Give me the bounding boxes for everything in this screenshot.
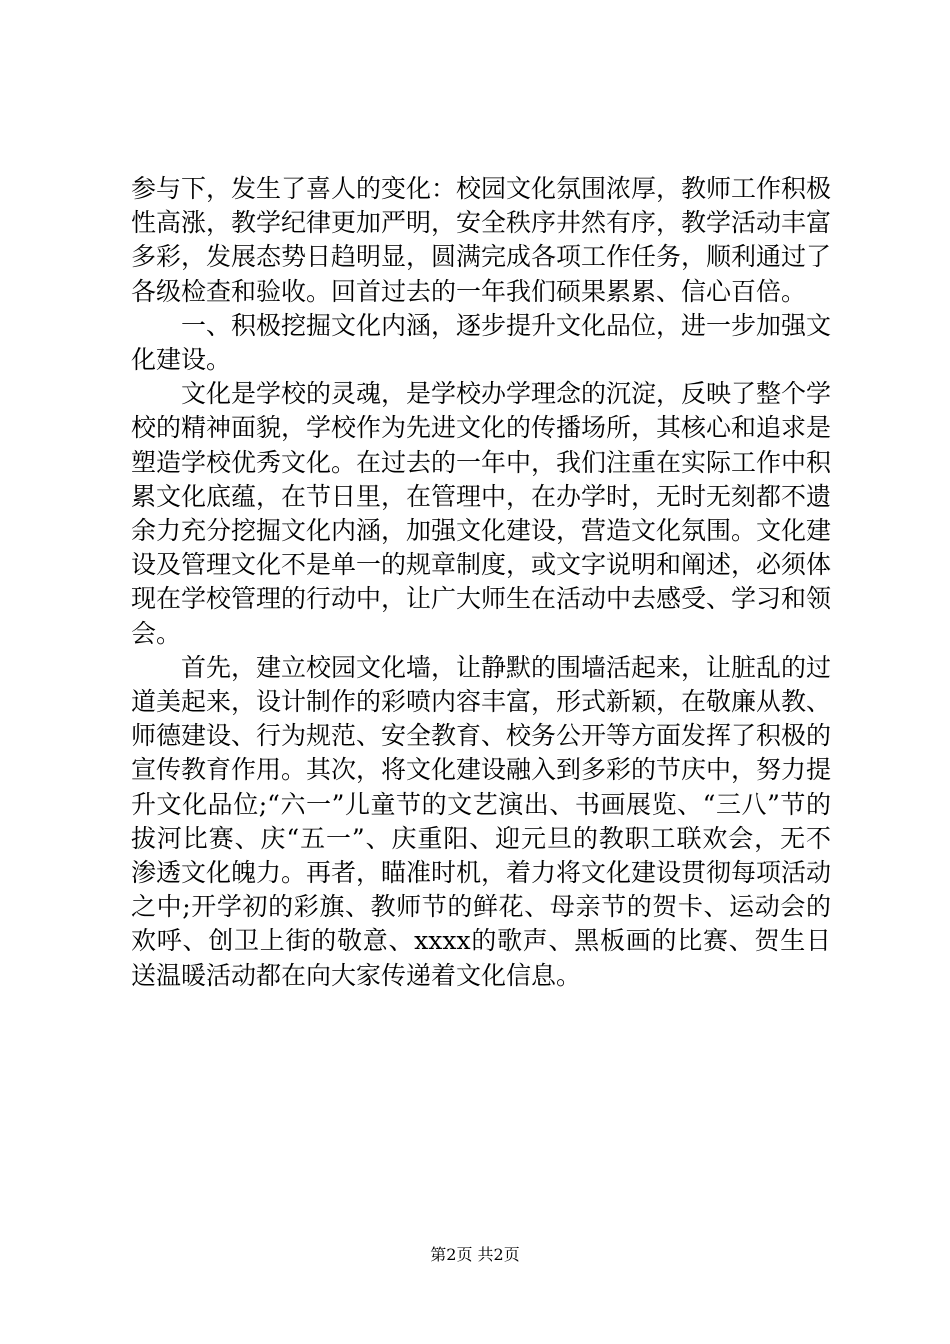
paragraph-firstly: 首先，建立校园文化墙，让静默的围墙活起来，让脏乱的过道美起来，设计制作的彩喷内容丰富，形式新颖，在敬廉从教、师德建设、行为规范、安全教育、校务公开等方面发挥了积极的宣传教育作用。其次，将文化建设融入到多彩的节庆中，努力提升文化品位;“六一”儿童节的文艺演出、书画展览、“三八”节的拔河比赛、庆“五一”、庆重阳、迎元旦的教职工联欢会，无不渗透文化魄力。再者，瞄准时机，着力将文化建设贯彻每项活动之中;开学初的彩旗、教师节的鲜花、母亲节的贺卡、运动会的欢呼、创卫上街的敬意、xxxx的歌声、黑板画的比赛、贺生日送温暖活动都在向大家传递着文化信息。 — [131, 652, 832, 990]
paragraph-culture: 文化是学校的灵魂，是学校办学理念的沉淀，反映了整个学校的精神面貌，学校作为先进文化的传播场所，其核心和追求是塑造学校优秀文化。在过去的一年中，我们注重在实际工作中积累文化底蕴，在节日里，在管理中，在办学时，无时无刻都不遗余力充分挖掘文化内涵，加强文化建设，营造文化氛围。文化建设及管理文化不是单一的规章制度，或文字说明和阐述，必须体现在学校管理的行动中，让广大师生在活动中去感受、学习和领会。 — [131, 379, 832, 648]
page-footer: 第2页 共2页 — [430, 1245, 520, 1264]
document-body — [131, 172, 831, 993]
paragraph-continuation: 参与下，发生了喜人的变化：校园文化氛围浓厚，教师工作积极性高涨，教学纪律更加严明，安全秩序井然有序，教学活动丰富多彩，发展态势日趋明显，圆满完成各项工作任务，顺利通过了各级检查和验收。回首过去的一年我们硕果累累、信心百倍。 — [131, 174, 832, 306]
section-heading: 一、积极挖掘文化内涵，逐步提升文化品位，进一步加强文化建设。 — [131, 310, 832, 375]
